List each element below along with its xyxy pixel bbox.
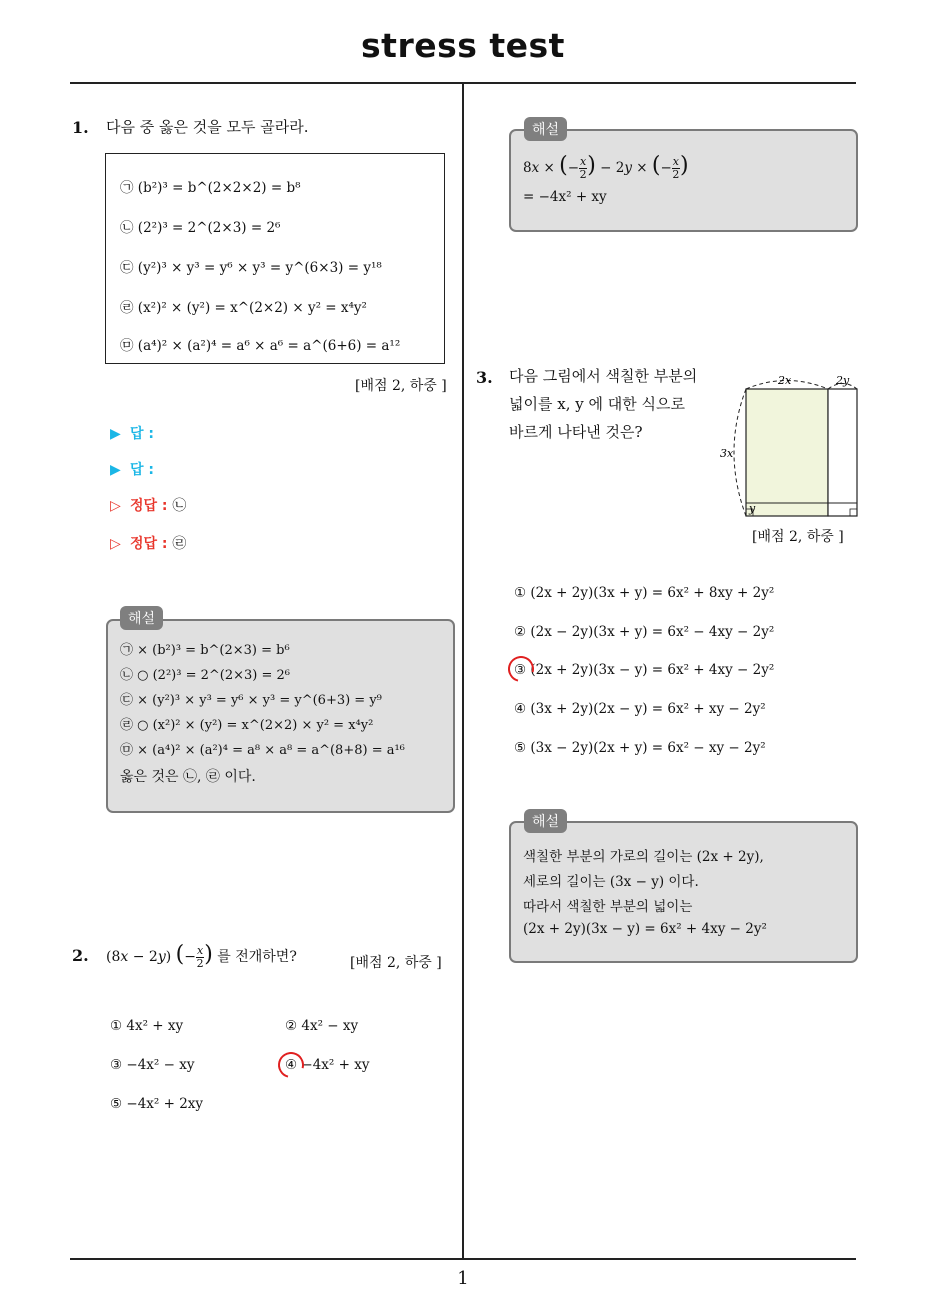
q2-choice-2[interactable]: ② 4x² − xy [285, 1018, 359, 1034]
q1-answer-2: ▶ 답 : [110, 462, 154, 478]
label-3x: 3x [720, 447, 734, 460]
q3-solution-line-4: (2x + 2y)(3x − y) = 6x² + 4xy − 2y² [523, 921, 767, 937]
q1-solution-line-3: ㉢ × (y²)³ × y³ = y⁶ × y³ = y^(6+3) = y⁹ [120, 693, 382, 708]
label-y: y [749, 502, 756, 515]
footer-rule [70, 1258, 856, 1260]
answer-arrow-icon: ▶ [110, 426, 121, 442]
q2-choice-5[interactable]: ⑤ −4x² + 2xy [110, 1096, 204, 1112]
label-2y: 2y [836, 374, 850, 387]
q1-meta: [배점 2, 하중 ] [355, 378, 447, 394]
q3-solution-line-3: 따라서 색칠한 부분의 넓이는 [523, 899, 693, 915]
q1-solution-line-2: ㉡ ○ (2²)³ = 2^(2×3) = 2⁶ [120, 668, 290, 683]
q1-option-5: ㉤ (a⁴)² × (a²)⁴ = a⁶ × a⁶ = a^(6+6) = a¹² [120, 338, 401, 354]
q1-solution-box [106, 619, 455, 813]
q1-solution-line-1: ㉠ × (b²)³ = b^(2×3) = b⁶ [120, 643, 290, 658]
q3-solution-tag: 해설 [524, 809, 567, 833]
q2-choice-1[interactable]: ① 4x² + xy [110, 1018, 184, 1034]
q3-choice-1[interactable]: ① (2x + 2y)(3x + y) = 6x² + 8xy + 2y² [514, 585, 775, 601]
q3-number: 3. [476, 368, 493, 387]
q2-number: 2. [72, 946, 89, 965]
q3-figure [716, 370, 862, 520]
q1-option-4: ㉣ (x²)² × (y²) = x^(2×2) × y² = x⁴y² [120, 300, 367, 316]
answer-outline-arrow-icon: ▷ [110, 536, 121, 552]
q3-choice-5[interactable]: ⑤ (3x − 2y)(2x + y) = 6x² − xy − 2y² [514, 740, 766, 756]
column-divider [462, 83, 464, 1258]
q2-meta: [배점 2, 하중 ] [350, 955, 442, 971]
q2-solution-line-1: 8x × (− $\frac{x}{2}$ ) − 2y × (− $\frac{x}{2}$ ) [523, 153, 689, 181]
q3-prompt-line-3: 바르게 나타낸 것은? [509, 423, 643, 441]
q1-solution-line-4: ㉣ ○ (x²)² × (y²) = x^(2×2) × y² = x⁴y² [120, 718, 374, 733]
q3-choice-4[interactable]: ④ (3x + 2y)(2x − y) = 6x² + xy − 2y² [514, 701, 766, 717]
page-number: 1 [457, 1268, 469, 1289]
q1-answer-1: ▶ 답 : [110, 426, 154, 442]
q1-solution-line-5: ㉤ × (a⁴)² × (a²)⁴ = a⁸ × a⁸ = a^(8+8) = a¹⁶ [120, 743, 405, 758]
q3-solution-box [509, 821, 858, 963]
q1-solution-line-6: 옳은 것은 ㉡, ㉣ 이다. [120, 769, 256, 785]
q1-option-3: ㉢ (y²)³ × y³ = y⁶ × y³ = y^(6×3) = y¹⁸ [120, 260, 382, 276]
q3-solution-line-1: 색칠한 부분의 가로의 길이는 (2x + 2y), [523, 849, 764, 865]
q1-option-2: ㉡ (2²)³ = 2^(2×3) = 2⁶ [120, 220, 281, 236]
q1-correct-answer-1: ▷ 정답 : ㉡ [110, 498, 187, 514]
q3-prompt [509, 362, 697, 446]
q1-option-1: ㉠ (b²)³ = b^(2×2×2) = b⁸ [120, 180, 301, 196]
q2-solution-tag: 해설 [524, 117, 567, 141]
q1-number: 1. [72, 118, 89, 137]
q2-choice-4[interactable]: ④ −4x² + xy [285, 1057, 370, 1073]
label-2x: 2x [778, 374, 792, 387]
q2-choice-3[interactable]: ③ −4x² − xy [110, 1057, 195, 1073]
shaded-region [746, 389, 828, 516]
q1-solution-tag: 해설 [120, 606, 163, 630]
q3-choice-2[interactable]: ② (2x − 2y)(3x + y) = 6x² − 4xy − 2y² [514, 624, 775, 640]
page-title: stress test [361, 26, 565, 65]
q3-selected-circle-icon [503, 651, 539, 687]
q3-prompt-line-2: 넓이를 x, y 에 대한 식으로 [509, 395, 685, 413]
q3-solution-line-2: 세로의 길이는 (3x − y) 이다. [523, 874, 699, 890]
unshaded-strip [828, 389, 857, 516]
q1-options-box [105, 153, 445, 364]
q2-solution-line-2: = −4x² + xy [523, 189, 607, 205]
answer-arrow-icon: ▶ [110, 462, 121, 478]
answer-outline-arrow-icon: ▷ [110, 498, 121, 514]
q1-correct-answer-2: ▷ 정답 : ㉣ [110, 536, 187, 552]
q2-prompt: (8x − 2y) (− $\frac{x}{2}$ ) 를 전개하면? [106, 942, 297, 970]
q1-prompt: 다음 중 옳은 것을 모두 골라라. [106, 118, 309, 136]
q3-choice-3[interactable]: ③ (2x + 2y)(3x − y) = 6x² + 4xy − 2y² [514, 662, 775, 678]
q3-prompt-line-1: 다음 그림에서 색칠한 부분의 [509, 367, 698, 385]
q2-selected-circle-icon [273, 1047, 309, 1083]
q2-solution-box [509, 129, 858, 232]
q3-meta: [배점 2, 하중 ] [752, 529, 844, 545]
